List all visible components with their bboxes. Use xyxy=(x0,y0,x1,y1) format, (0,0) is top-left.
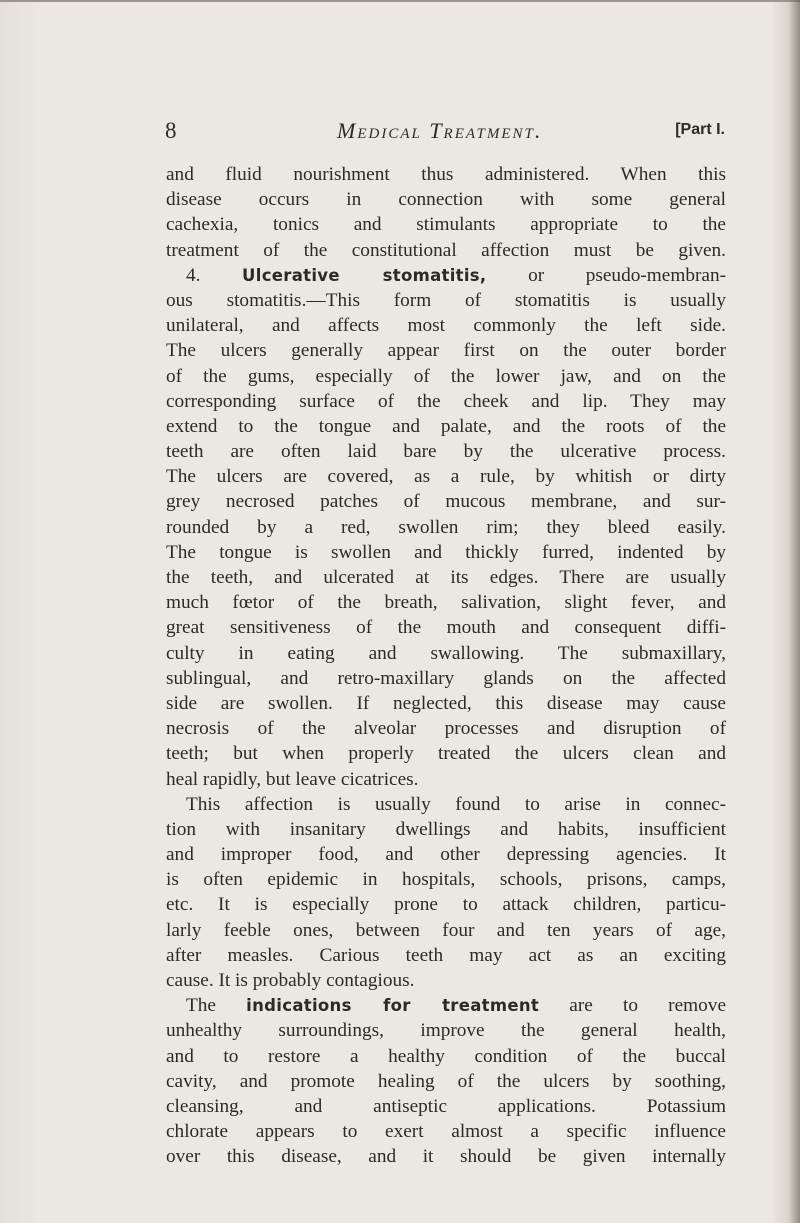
body-text xyxy=(166,162,726,1170)
page-edge-shadow xyxy=(788,0,800,1223)
text-line: and to restore a healthy condition of the buccal xyxy=(166,1045,726,1067)
text-line: is often epidemic in hospitals, schools, prisons, camps, xyxy=(166,869,726,891)
text-line: culty in eating and swallowing. The submaxillary, xyxy=(166,642,726,664)
part-label: [Part I. xyxy=(675,121,725,138)
text-line: The ulcers generally appear first on the outer border xyxy=(166,340,726,362)
section-number: 4. xyxy=(186,264,243,286)
section-heading-indications-for-treatment: indications for treatment xyxy=(246,996,540,1016)
page-number: 8 xyxy=(165,118,177,143)
text-line: rounded by a red, swollen rim; they bleed easily. xyxy=(166,516,726,538)
text-line: treatment of the constitutional affection must be given. xyxy=(166,239,726,261)
running-title: Medical Treatment. xyxy=(337,118,543,143)
text-line: cleansing, and antiseptic applications. Potassium xyxy=(166,1095,726,1117)
text-line: cachexia, tonics and stimulants appropriate to the xyxy=(166,214,726,236)
text-line: side are swollen. If neglected, this disease may cause xyxy=(166,692,726,714)
text-line: larly feeble ones, between four and ten years of age, xyxy=(166,919,726,941)
top-rule xyxy=(0,0,800,2)
heading-continuation: or pseudo-membran- xyxy=(486,264,727,286)
text-line: sublingual, and retro-maxillary glands on the affected xyxy=(166,667,726,689)
text-line: much fœtor of the breath, salivation, slight fever, and xyxy=(166,592,726,614)
text-line-indications-heading xyxy=(166,993,726,1018)
text-line: grey necrosed patches of mucous membrane, and sur- xyxy=(166,491,726,513)
text-line: teeth; but when properly treated the ulcers clean and xyxy=(166,743,726,765)
running-head xyxy=(165,116,725,150)
text-line: This affection is usually found to arise in connec- xyxy=(186,793,726,815)
text-line: disease occurs in connection with some general xyxy=(166,189,726,211)
section-heading-ulcerative-stomatitis: Ulcerative stomatitis, xyxy=(242,265,487,285)
text-line: after measles. Carious teeth may act as an exciting xyxy=(166,944,726,966)
paragraph-start: The xyxy=(186,995,247,1017)
text-line: teeth are often laid bare by the ulcerative process. xyxy=(166,441,726,463)
text-line: and improper food, and other depressing agencies. It xyxy=(166,844,726,866)
text-line: ous stomatitis.—This form of stomatitis is usually xyxy=(166,289,726,311)
text-line: and fluid nourishment thus administered. When this xyxy=(166,164,726,185)
text-line: The ulcers are covered, as a rule, by whitish or dirty xyxy=(166,466,726,488)
text-line: over this disease, and it should be given internally xyxy=(166,1146,726,1168)
text-line-ulcerative-heading xyxy=(166,263,726,288)
text-line: tion with insanitary dwellings and habits, insufficient xyxy=(166,818,726,840)
text-line: corresponding surface of the cheek and lip. They may xyxy=(166,390,726,412)
text-line: necrosis of the alveolar processes and disruption of xyxy=(166,718,726,740)
text-line: unhealthy surroundings, improve the general health, xyxy=(166,1020,726,1042)
heading-continuation: are to remove xyxy=(539,995,726,1017)
text-line: etc. It is especially prone to attack children, particu- xyxy=(166,894,726,916)
text-line: cavity, and promote healing of the ulcers by soothing, xyxy=(166,1070,726,1092)
text-line: The tongue is swollen and thickly furred, indented by xyxy=(166,541,726,563)
text-line: the teeth, and ulcerated at its edges. There are usually xyxy=(166,567,726,588)
text-line: extend to the tongue and palate, and the roots of the xyxy=(166,415,726,437)
text-line: cause. It is probably contagious. xyxy=(166,970,415,991)
text-line: chlorate appears to exert almost a specific influence xyxy=(166,1121,726,1143)
text-line: great sensitiveness of the mouth and consequent diffi- xyxy=(166,617,726,639)
text-line: heal rapidly, but leave cicatrices. xyxy=(166,768,419,790)
text-line: of the gums, especially of the lower jaw, and on the xyxy=(166,365,726,387)
text-line: unilateral, and affects most commonly the left side. xyxy=(166,315,726,337)
